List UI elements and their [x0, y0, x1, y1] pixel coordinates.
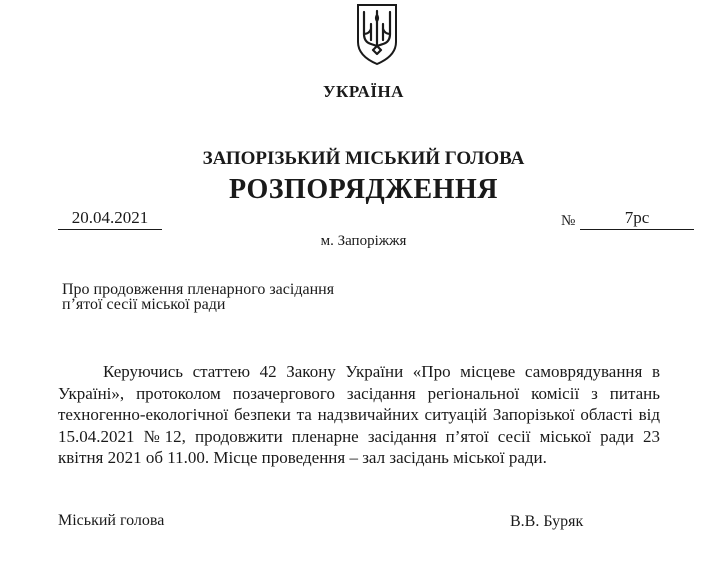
document-date: 20.04.2021 — [58, 208, 162, 230]
signer-name: В.В. Буряк — [510, 513, 584, 530]
document-number: 7рс — [580, 208, 694, 230]
document-subject — [62, 282, 334, 312]
subject-line-2: п’ятої сесії міської ради — [62, 296, 226, 313]
country-name: УКРАЇНА — [323, 82, 404, 101]
issuing-authority: ЗАПОРІЗЬКИЙ МІСЬКИЙ ГОЛОВА — [202, 148, 525, 169]
city-name: м. Запоріжжя — [320, 233, 407, 249]
signer-title: Міський голова — [58, 512, 165, 529]
body-paragraph: Керуючись статтею 42 Закону України «Про місцеве самоврядування в Україні», протоколом позачергового засідання регіональної комісії з питань техногенно-екологічної безпеки та надзвичайних ситуацій Запорізької області від 15.04.2021 №12, продовжити пленарне засідання п’ятої сесії міської ради 23 квітня 2021 об 11.00. Місце проведення – зал засідань міської ради. — [58, 362, 660, 467]
trident-coat-of-arms-icon — [355, 2, 399, 66]
subject-line-1: Про продовження пленарного засідання — [62, 281, 335, 298]
number-sign: № — [561, 213, 576, 229]
document-type: РОЗПОРЯДЖЕННЯ — [229, 174, 498, 205]
